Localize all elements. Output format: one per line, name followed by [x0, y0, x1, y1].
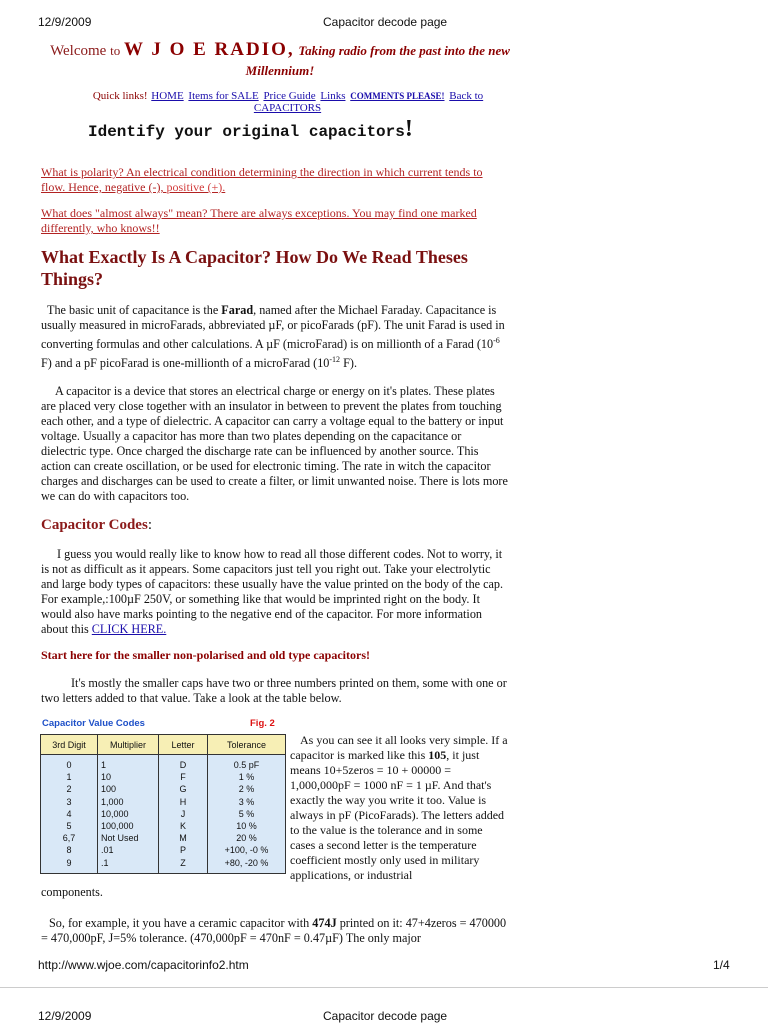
table-cell: 5: [66, 821, 72, 832]
table-cell: P: [179, 845, 186, 856]
table-cell: 3: [66, 796, 72, 807]
example-text-b: printed on it: 47+4zeros = 470000 = 470,000pF, J=5% tolerance. (470,000pF = 470nF = 0.47µF) The only major: [41, 916, 507, 945]
table-cell: 1 %: [238, 772, 255, 783]
col-header-multiplier: Multiplier: [98, 735, 159, 755]
table-cell: 100: [101, 784, 117, 795]
footer-page-number: 1/4: [713, 958, 730, 972]
codes-heading: [41, 517, 152, 534]
footer-url: http://www.wjoe.com/capacitorinfo2.htm: [38, 958, 249, 972]
table-cell: 20 %: [236, 833, 257, 844]
codes-paragraph-text: I guess you would really like to know how to read all those different codes. Not to worry, it is not as difficult as it appears. Some capacitors just tell you right out. Take your electrolytic and large body types of capacitors: these usually have the value printed on the body of the cap. For example,:100µF 250V, or something like that would be imprinted right on the body. It would also have marks pointing to the negative end of the capacitor. For more information about this: [41, 547, 504, 636]
link-comments[interactable]: COMMENTS PLEASE!: [350, 91, 445, 101]
table-cell: +80, -20 %: [224, 857, 269, 868]
table-cell: 10: [101, 772, 112, 783]
small-caps-paragraph: It's mostly the smaller caps have two or three numbers printed on them, some with one or two letters added to that value. Take a look at the table below.: [41, 676, 507, 705]
table-cell: 2 %: [238, 784, 255, 795]
exponent-1: -6: [493, 336, 500, 345]
code-474j: 474J: [312, 916, 337, 930]
intro-paragraph: [41, 303, 508, 371]
example-paragraph: [41, 916, 508, 946]
print-date: 12/9/2009: [38, 15, 92, 29]
codes-paragraph: [41, 547, 508, 637]
table-caption-text: Capacitor Value Codes: [42, 718, 145, 729]
table-cell: H: [179, 796, 187, 807]
table-cell: 1: [101, 760, 107, 770]
welcome-text: Welcome: [50, 43, 107, 59]
table-cell: 10 %: [236, 821, 257, 832]
brand-comma: ,: [287, 39, 295, 60]
table-cell: K: [179, 821, 186, 832]
table-cell: 9: [66, 857, 72, 868]
quick-links-bar: [58, 90, 518, 114]
link-home[interactable]: HOME: [151, 90, 184, 102]
brand-name: W J O E RADIO: [123, 39, 288, 60]
table-cell: G: [179, 784, 187, 795]
almost-always-note[interactable]: What does "almost always" mean? There are always exceptions. You may find one marked differently, who knows!!: [41, 206, 477, 235]
identify-bang: !: [404, 116, 413, 142]
identify-title: [88, 116, 413, 143]
table-cell: +100, -0 %: [224, 845, 269, 856]
link-links[interactable]: Links: [320, 90, 346, 102]
link-price-guide[interactable]: Price Guide: [263, 90, 316, 102]
table-side-text: [290, 733, 510, 883]
col-header-letter: Letter: [159, 735, 208, 755]
table-cell: .1: [101, 857, 109, 868]
side-text-b: , it just means 10+5zeros = 10 + 00000 = 1,000,000pF = 1000 nF = 1 µF. And that's exactly the way you write it too. Value is always in pF (PicoFarads). The letters added to the value is the tolerance and in some cases a second letter is the temperature coefficient mostly only used in military applications, or industrial: [290, 748, 505, 882]
table-cell: 1: [66, 772, 72, 783]
code-105: 105: [428, 748, 447, 762]
table-cell: 2: [66, 784, 72, 795]
table-cell: J: [180, 808, 186, 819]
welcome-to: to: [110, 43, 121, 58]
table-cell: 1,000: [101, 796, 124, 807]
intro-text-b: , named after the Michael Faraday. Capacitance is usually measured in microFarads, abbreviated µF, or picoFarads (pF). The unit Farad is used in converting formulas and other calculations. A µF (microFarad) is on millionth of a Farad (10: [41, 303, 505, 352]
table-cell: 0.5 pF: [233, 760, 260, 770]
print-title: Capacitor decode page: [323, 15, 448, 29]
next-print-date: 12/9/2009: [38, 1009, 92, 1023]
table-cell: 6,7: [62, 833, 76, 844]
farad-term: Farad: [221, 303, 254, 317]
side-text-a: As you can see it all looks very simple. If a capacitor is marked like this: [290, 733, 508, 762]
polarity-note[interactable]: [41, 165, 509, 195]
link-items-for-sale[interactable]: Items for SALE: [188, 90, 259, 102]
table-cell: .01: [101, 845, 114, 856]
col-3rd-digit: [41, 755, 98, 874]
table-body-row: [41, 755, 286, 874]
next-print-title: Capacitor decode page: [323, 1009, 448, 1023]
table-caption: [42, 718, 287, 729]
col-tolerance: [208, 755, 286, 874]
table-cell: 10,000: [101, 808, 129, 819]
table-cell: Z: [180, 857, 186, 868]
start-here-heading: Start here for the smaller non-polarised and old type capacitors!: [41, 648, 370, 662]
table-cell: 3 %: [238, 796, 255, 807]
polarity-positive: positive (+).: [166, 180, 226, 194]
components-word: components.: [41, 885, 103, 899]
quick-links-label: Quick links!: [92, 90, 148, 102]
intro-text-d: F).: [340, 356, 357, 371]
polarity-note-text: What is polarity? An electrical condition determining the direction in which current tends to flow. Hence, negative (-),: [41, 165, 483, 194]
capacitor-codes-table: [40, 734, 286, 874]
table-header-row: [41, 735, 286, 755]
table-cell: 4: [66, 808, 72, 819]
col-header-3rd-digit: 3rd Digit: [41, 735, 98, 755]
table-cell: F: [180, 772, 186, 783]
intro-text-c: F) and a pF picoFarad is one-millionth of a microFarad (10: [41, 356, 330, 371]
exponent-2: -12: [329, 355, 341, 365]
example-text-a: So, for example, it you have a ceramic capacitor with: [49, 916, 313, 930]
main-heading: What Exactly Is A Capacitor? How Do We Read Theses Things?: [41, 247, 468, 289]
device-paragraph: A capacitor is a device that stores an electrical charge or energy on it's plates. These plates are placed very close together with an insulator in between to prevent the plates from touching each other, and a type of dielectric. A capacitor can carry a voltage equal to the battery or input voltage. Usually a capacitor has more than two plates depending on the capacitance or dielectric type. Once charged the discharge rate can be influenced by another source. This action can create oscillation, or be used for electronic timing. The rate in witch the capacitor charges and discharges can be used to create a filter, or limit unwanted noise. There is lots more we can do with capacitors too.: [41, 384, 508, 503]
col-header-tolerance: Tolerance: [208, 735, 286, 755]
identify-text: Identify your original capacitors: [88, 123, 405, 141]
click-here-link[interactable]: CLICK HERE.: [91, 622, 167, 636]
table-cell: M: [179, 833, 187, 844]
intro-text-a: The basic unit of capacitance is the: [47, 303, 222, 317]
table-cell: 100,000: [101, 821, 134, 832]
table-cell: 0: [66, 760, 72, 770]
page-divider: [0, 987, 768, 988]
table-cell: 8: [66, 845, 72, 856]
codes-heading-colon: :: [147, 517, 152, 533]
tagline: Taking radio from the past into the new Millennium!: [245, 43, 510, 78]
link-back-to-capacitors[interactable]: Back to CAPACITORS: [253, 90, 484, 114]
table-cell: Not Used: [101, 833, 139, 844]
codes-heading-text: Capacitor Codes: [41, 517, 148, 533]
welcome-banner: [50, 40, 510, 81]
table-cell: 5 %: [238, 808, 255, 819]
figure-label: Fig. 2: [250, 718, 275, 729]
col-letter: [159, 755, 208, 874]
col-multiplier: [98, 755, 159, 874]
table-cell: D: [179, 760, 187, 770]
